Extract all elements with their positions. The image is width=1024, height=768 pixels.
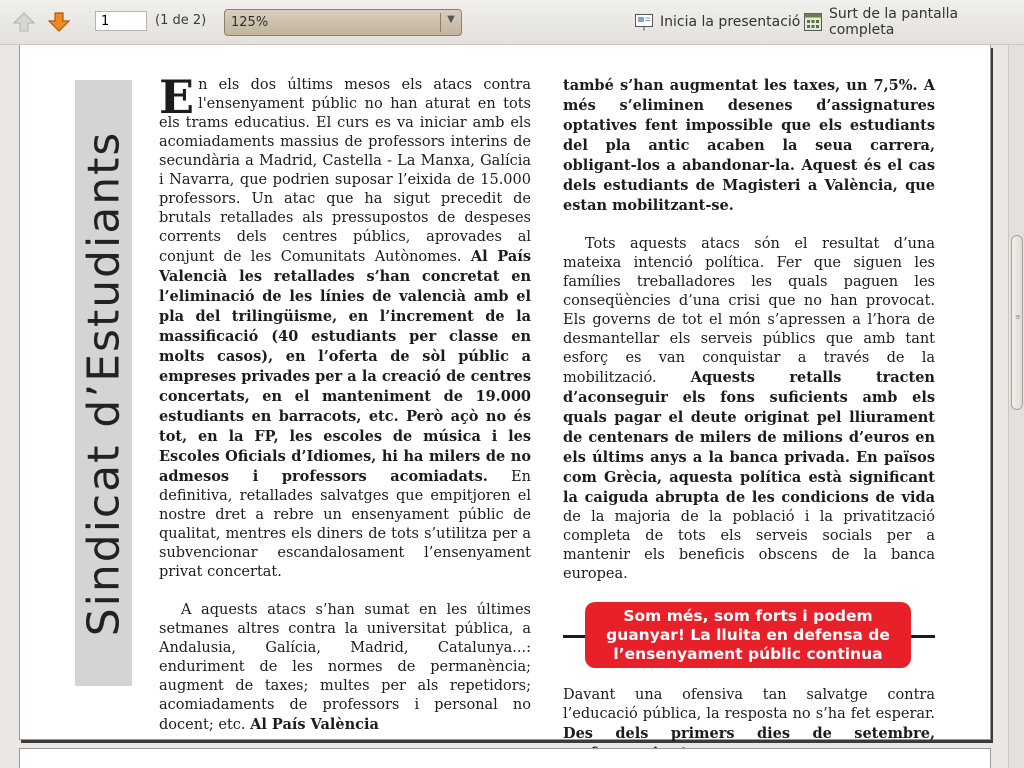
bold-text-run: Aquests retalls tracten d’aconseguir els fons suficients amb els quals pagar el deute originat pel lliurament de centenars de milers de milions d’euros en els últims anys a la banca privada. En països com Grècia, aquesta política està significant la caiguda abrupta de les condicions de vida [563, 369, 935, 506]
vertical-scrollbar[interactable] [1008, 45, 1024, 768]
text-column-left [159, 70, 531, 735]
paragraph-text [563, 236, 935, 582]
bold-text-run: Des dels primers dies de setembre, [563, 725, 935, 742]
callout-box [563, 602, 935, 672]
paragraph [563, 235, 935, 584]
page-count-label: (1 de 2) [155, 13, 207, 28]
scrollbar-thumb[interactable] [1011, 235, 1023, 410]
paragraph-text [159, 70, 531, 580]
drop-cap: E [159, 70, 195, 124]
next-page-button[interactable] [45, 8, 73, 36]
zoom-separator [440, 13, 441, 32]
text-column-right [563, 76, 935, 764]
text-run: Davant una ofensiva tan salvatge contra l’educació pública, la resposta no s’ha fet esperar. [563, 687, 935, 722]
bold-text-run: també s’han augmentat les taxes, un 7,5%. A més s’eliminen desenes d’assignatures optatives fent impossible que els estudiants del pla antic acaben la seua carrera, obligant-los a abandonar-la. Aquest és el cas dels estudiants de Magisteri a València, que estan mobilitzant-se. [563, 77, 935, 214]
bold-text-run: Al País València [250, 716, 379, 733]
paragraph [159, 70, 531, 582]
paragraph [159, 601, 531, 735]
exit-fullscreen-label: Surt de la pantalla completa [829, 6, 959, 38]
paragraph [563, 76, 935, 216]
arrow-up-icon [12, 10, 36, 34]
chevron-down-icon[interactable]: ▼ [447, 14, 455, 25]
text-run: de la majoria de la població i la privatització completa de tots els serveis socials per a mantenir els beneficis obscens de la banca europea. [563, 509, 935, 582]
paragraph-text [563, 78, 935, 214]
text-run: En definitiva, retallades salvatges que empitjoren el nostre dret a rebre un ensenyament públic de qualitat, mentres els diners de tots s’utilitza per a subvencionar escandalosament l’ensenyament privat concertat. [159, 469, 531, 580]
text-run: n els dos últims mesos els atacs contra l'ensenyament públic no han aturat en tots els trams educatius. El curs es va iniciar amb els acomiadaments massius de professors interins de secundària a Madrid, Castella - La Manxa, Galícia i Navarra, que podrien suposar l’eixida de 15.000 professors. Un atac que ha sigut precedit de brutals retallades als pressupostos de despeses corrents dels centres públics, aprovades al conjunt de les Comunitats Autònomes. [159, 77, 531, 265]
exit-fullscreen-icon [803, 12, 823, 32]
document-page [19, 45, 991, 740]
text-run: A aquests atacs s’han sumat en les últimes setmanes altres contra la universitat pública, a Andalusia, Galícia, Madrid, Catalunya...: enduriment de les normes de permanència; augment de taxes; multes per als repetidors; acomiadaments de professors i personal no docent; etc. [159, 602, 531, 733]
arrow-down-icon [47, 10, 71, 34]
exit-fullscreen-button[interactable] [803, 6, 1024, 38]
start-presentation-label: Inicia la presentació [660, 14, 801, 30]
sidebar-band [75, 80, 132, 686]
callout-text: Som més, som forts i podem guanyar! La lluita en defensa de l’ensenyament públic continua [585, 602, 911, 668]
grip-icon: ≡ [1015, 313, 1021, 321]
start-presentation-button[interactable] [634, 11, 800, 33]
sidebar-title: Sindicat d’Estudiants [78, 130, 130, 636]
document-viewport[interactable] [0, 45, 1008, 768]
text-run: Tots aquests atacs són el resultat d’una mateixa intenció política. Fer que siguen les famílies treballadores les quals paguen les conseqüències d’una crisi que no han provocat. Els governs de tot el món s’apressen a l’hora de desmantellar els serveis públics que amb tant esforç es van conquistar a través de la mobilització. [563, 236, 935, 386]
bold-text-run: Al País Valencià les retallades s’han concretat en l’eliminació de les línies de valencià amb el pla del trilingüisme, en l’increment de la massificació (40 estudiants per classe en molts casos), en l’oferta de sòl públic a empreses privades per a la creació de centres concertats, en el manteniment de 19.000 estudiants en barracots, etc. Però açò no és tot, en la FP, les escoles de música i les Escoles Oficials d’Idiomes, hi ha milers de no admesos i professors acomiadats. [159, 248, 531, 485]
zoom-value: 125% [231, 15, 269, 30]
page-number-input[interactable] [95, 11, 147, 31]
zoom-select[interactable] [224, 9, 462, 36]
presentation-icon [634, 12, 654, 32]
previous-page-button[interactable] [10, 8, 38, 36]
toolbar [0, 0, 1024, 45]
document-page-2 [19, 748, 991, 768]
paragraph-text [159, 602, 531, 733]
